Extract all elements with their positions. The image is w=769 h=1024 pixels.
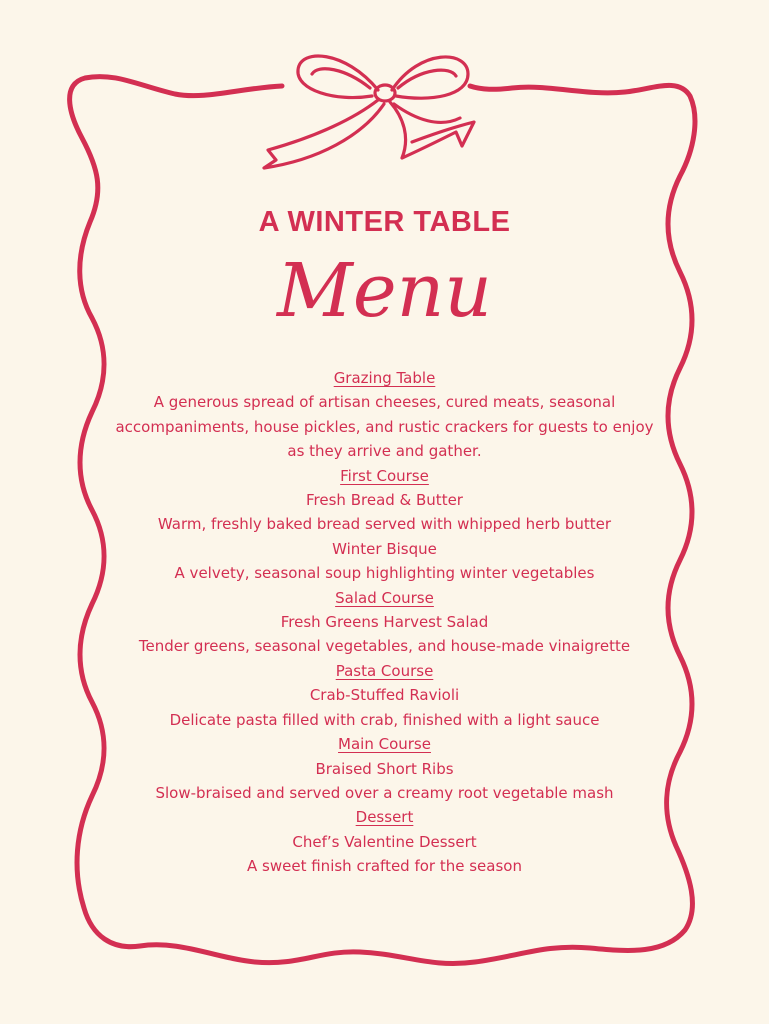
menu-section-pasta-course bbox=[110, 659, 659, 732]
item-description: Tender greens, seasonal vegetables, and house-made vinaigrette bbox=[138, 637, 631, 656]
menu-kicker: A WINTER TABLE bbox=[258, 206, 511, 238]
item-description: A generous spread of artisan cheeses, cured meats, seasonal accompaniments, house pickles, and rustic crackers for guests to enjoy as they arrive and gather. bbox=[115, 393, 654, 461]
item-name: Fresh Bread & Butter bbox=[306, 491, 463, 510]
menu-section-dessert bbox=[110, 805, 659, 878]
item-name: Crab-Stuffed Ravioli bbox=[309, 686, 460, 705]
menu-body bbox=[110, 366, 659, 879]
menu-section-grazing-table bbox=[110, 366, 659, 464]
item-name: Fresh Greens Harvest Salad bbox=[280, 613, 489, 632]
item-description: Warm, freshly baked bread served with whipped herb butter bbox=[157, 515, 612, 534]
bow-icon bbox=[264, 56, 474, 168]
menu-title: Menu bbox=[277, 248, 492, 334]
section-heading: First Course bbox=[340, 466, 429, 485]
item-description: Slow-braised and served over a creamy root vegetable mash bbox=[155, 783, 614, 802]
menu-section-first-course bbox=[110, 464, 659, 586]
item-name: Winter Bisque bbox=[332, 539, 437, 558]
menu-section-salad-course bbox=[110, 586, 659, 659]
menu-section-main-course bbox=[110, 732, 659, 805]
section-heading: Salad Course bbox=[335, 588, 434, 607]
item-description: A sweet finish crafted for the season bbox=[247, 857, 522, 876]
section-heading: Pasta Course bbox=[335, 661, 434, 680]
section-heading: Main Course bbox=[338, 735, 431, 754]
item-name: Braised Short Ribs bbox=[315, 759, 454, 778]
item-description: A velvety, seasonal soup highlighting winter vegetables bbox=[174, 564, 595, 583]
section-heading: Dessert bbox=[355, 808, 414, 827]
item-description: Delicate pasta filled with crab, finished with a light sauce bbox=[169, 710, 600, 729]
section-heading: Grazing Table bbox=[333, 369, 436, 387]
item-name: Chef’s Valentine Dessert bbox=[292, 832, 477, 851]
